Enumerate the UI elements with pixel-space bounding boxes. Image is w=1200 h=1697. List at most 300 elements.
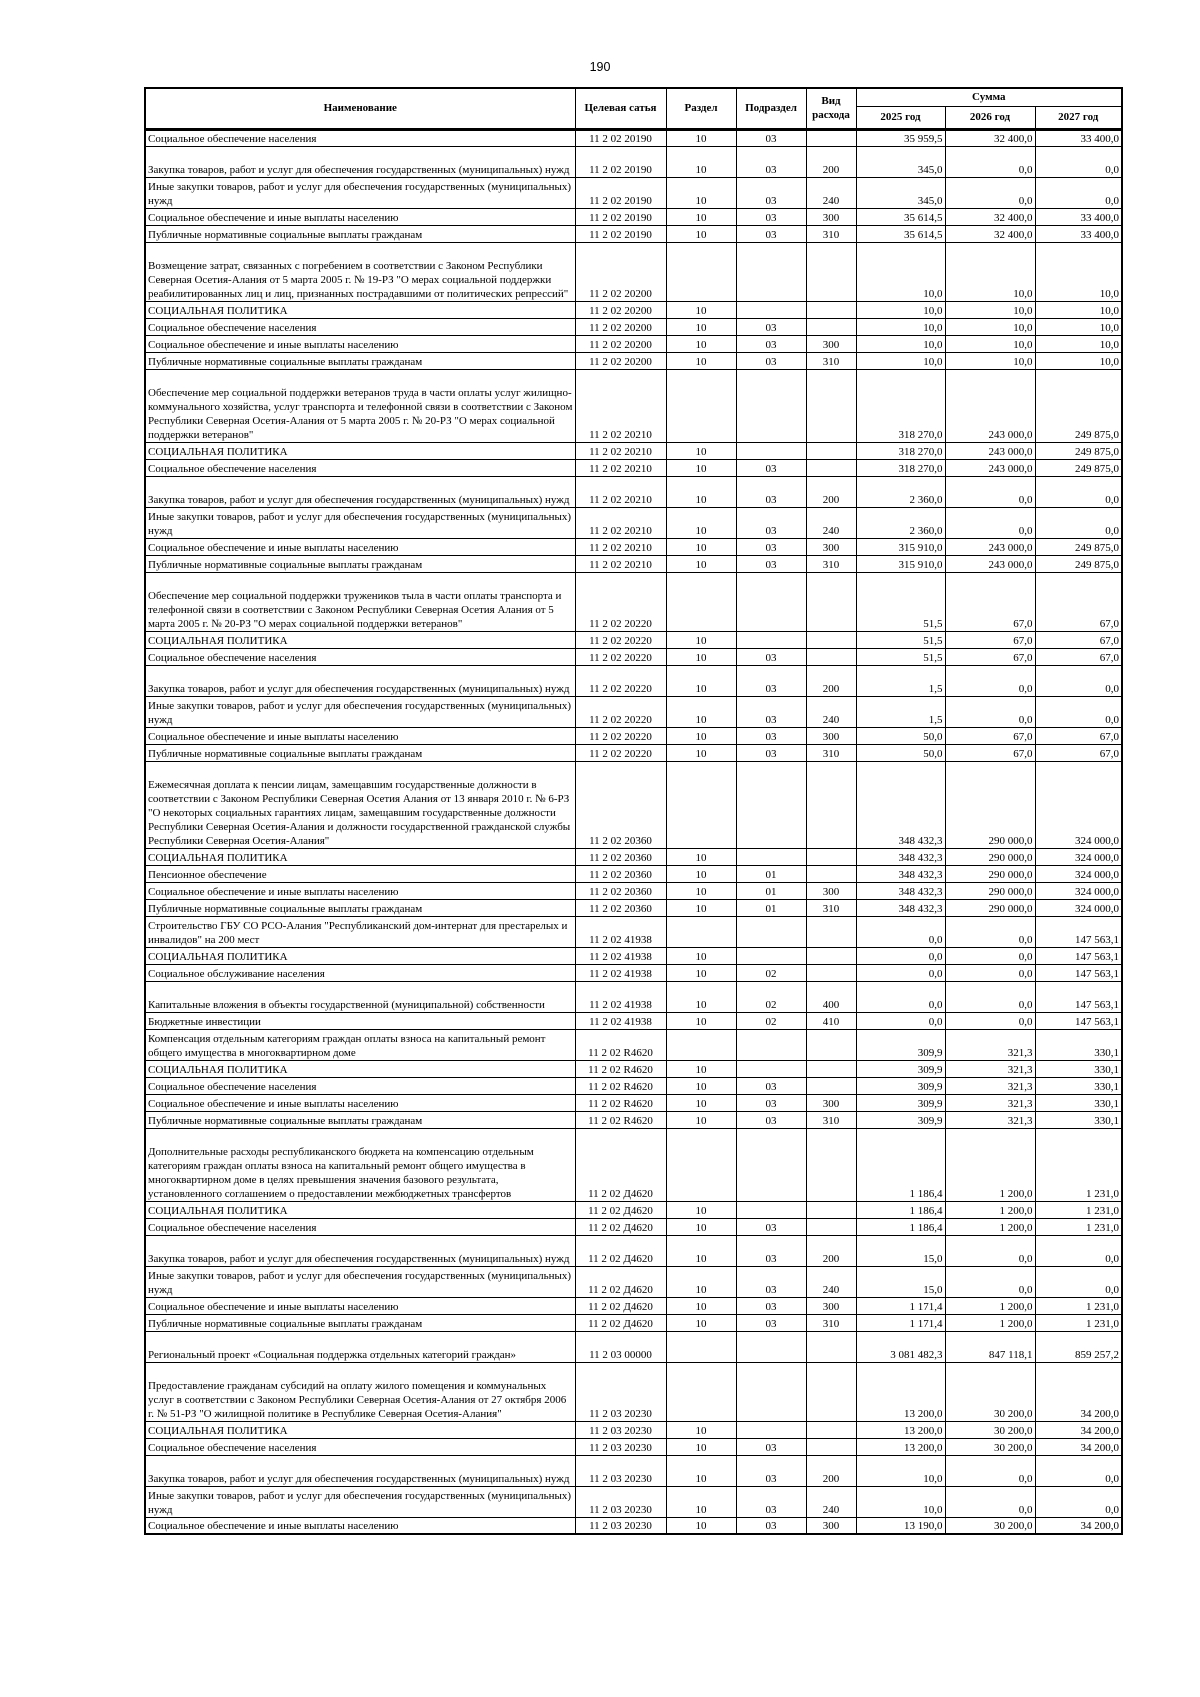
- cell-target-code: 11 2 03 20230: [575, 1486, 666, 1517]
- cell-name: [145, 648, 575, 665]
- cell-subsection: 03: [736, 696, 806, 727]
- cell-amount-2026: 67,0: [945, 744, 1035, 761]
- cell-target-code: 11 2 02 Д4620: [575, 1297, 666, 1314]
- cell-target-code: 11 2 02 20220: [575, 744, 666, 761]
- cell-expense-type: [806, 848, 856, 865]
- cell-amount-2026: 321,3: [945, 1094, 1035, 1111]
- cell-subsection: 03: [736, 352, 806, 369]
- row-title: Публичные нормативные социальные выплаты гражданам: [148, 558, 423, 571]
- cell-name: [145, 1331, 575, 1362]
- cell-subsection: 03: [736, 507, 806, 538]
- cell-amount-2027: 0,0: [1035, 1486, 1122, 1517]
- table-row: [145, 442, 1122, 459]
- cell-section: 10: [666, 208, 736, 225]
- row-title: Ежемесячная доплата к пенсии лицам, замещавшим государственные должности в соответствии с Законом Республики Северная Осетия Алания от 13 января 2010 г. № 6-РЗ "О некоторых социальных гарантиях лицам, замещавшим государственные должности Республики Северная Осетия-Алания и должности государственной гражданской службы Республики Северная Осетия-Алания": [148, 778, 571, 847]
- cell-section: 10: [666, 665, 736, 696]
- table-row: [145, 476, 1122, 507]
- cell-amount-2026: 0,0: [945, 1012, 1035, 1029]
- cell-subsection: 03: [736, 476, 806, 507]
- row-title: СОЦИАЛЬНАЯ ПОЛИТИКА: [148, 304, 288, 317]
- table-row: [145, 631, 1122, 648]
- cell-name: [145, 1111, 575, 1128]
- cell-target-code: 11 2 02 Д4620: [575, 1201, 666, 1218]
- cell-expense-type: [806, 1218, 856, 1235]
- table-row: [145, 1094, 1122, 1111]
- cell-section: 10: [666, 1218, 736, 1235]
- cell-amount-2025: 1 171,4: [856, 1314, 945, 1331]
- header-subsection: Подраздел: [736, 88, 806, 129]
- row-title: Капитальные вложения в объекты государственной (муниципальной) собственности: [148, 998, 545, 1011]
- table-row: [145, 761, 1122, 848]
- cell-subsection: 03: [736, 665, 806, 696]
- cell-amount-2026: 243 000,0: [945, 538, 1035, 555]
- cell-expense-type: [806, 1438, 856, 1455]
- row-title: Иные закупки товаров, работ и услуг для обеспечения государственных (муниципальных) нужд: [148, 180, 572, 207]
- cell-amount-2025: 1 171,4: [856, 1297, 945, 1314]
- cell-amount-2027: 33 400,0: [1035, 208, 1122, 225]
- cell-name: [145, 631, 575, 648]
- cell-expense-type: 300: [806, 1297, 856, 1314]
- cell-amount-2026: 32 400,0: [945, 208, 1035, 225]
- cell-name: [145, 899, 575, 916]
- cell-subsection: 01: [736, 865, 806, 882]
- table-row: [145, 1438, 1122, 1455]
- cell-target-code: 11 2 02 Д4620: [575, 1266, 666, 1297]
- cell-name: [145, 947, 575, 964]
- table-row: [145, 1012, 1122, 1029]
- cell-name: [145, 555, 575, 572]
- cell-section: 10: [666, 146, 736, 177]
- header-target: Целевая сатья: [575, 88, 666, 129]
- cell-subsection: 03: [736, 225, 806, 242]
- cell-amount-2025: 348 432,3: [856, 848, 945, 865]
- cell-subsection: 03: [736, 146, 806, 177]
- cell-expense-type: [806, 631, 856, 648]
- cell-amount-2026: 0,0: [945, 665, 1035, 696]
- cell-amount-2026: 290 000,0: [945, 761, 1035, 848]
- cell-amount-2026: 0,0: [945, 177, 1035, 208]
- cell-target-code: 11 2 02 20200: [575, 335, 666, 352]
- cell-target-code: 11 2 02 20360: [575, 761, 666, 848]
- cell-section: 10: [666, 1060, 736, 1077]
- table-row: [145, 146, 1122, 177]
- cell-amount-2027: 67,0: [1035, 744, 1122, 761]
- cell-amount-2025: 309,9: [856, 1111, 945, 1128]
- cell-section: 10: [666, 848, 736, 865]
- cell-name: [145, 1297, 575, 1314]
- cell-amount-2025: 51,5: [856, 631, 945, 648]
- cell-expense-type: [806, 1060, 856, 1077]
- cell-amount-2025: 0,0: [856, 1012, 945, 1029]
- row-title: Обеспечение мер социальной поддержки ветеранов труда в части оплаты услуг жилищно-коммунального хозяйства, услуг транспорта и телефонной связи в соответствии с Законом Республики Северная Осетия-Алания от 5 марта 2005 г. № 20-РЗ "О мерах социальной поддержки ветеранов": [148, 386, 573, 441]
- cell-amount-2025: 3 081 482,3: [856, 1331, 945, 1362]
- cell-subsection: 03: [736, 335, 806, 352]
- cell-amount-2025: 13 190,0: [856, 1517, 945, 1534]
- cell-name: [145, 1060, 575, 1077]
- cell-amount-2026: 321,3: [945, 1029, 1035, 1060]
- cell-subsection: 03: [736, 648, 806, 665]
- cell-expense-type: 310: [806, 899, 856, 916]
- cell-amount-2025: 0,0: [856, 916, 945, 947]
- cell-amount-2025: 348 432,3: [856, 865, 945, 882]
- cell-section: [666, 1029, 736, 1060]
- cell-amount-2027: 0,0: [1035, 696, 1122, 727]
- cell-subsection: 03: [736, 129, 806, 146]
- cell-expense-type: 310: [806, 1314, 856, 1331]
- cell-subsection: 03: [736, 1314, 806, 1331]
- cell-expense-type: [806, 242, 856, 301]
- cell-subsection: 03: [736, 1235, 806, 1266]
- row-title: Строительство ГБУ СО РСО-Алания "Республиканский дом-интернат для престарелых и инвалидов" на 200 мест: [148, 919, 568, 946]
- cell-amount-2027: 249 875,0: [1035, 369, 1122, 442]
- cell-amount-2027: 33 400,0: [1035, 129, 1122, 146]
- cell-amount-2026: 290 000,0: [945, 882, 1035, 899]
- cell-target-code: 11 2 02 20220: [575, 572, 666, 631]
- cell-target-code: 11 2 02 20200: [575, 318, 666, 335]
- cell-target-code: 11 2 02 Д4620: [575, 1235, 666, 1266]
- cell-amount-2027: 0,0: [1035, 177, 1122, 208]
- cell-name: [145, 964, 575, 981]
- cell-amount-2025: 309,9: [856, 1029, 945, 1060]
- cell-amount-2025: 15,0: [856, 1266, 945, 1297]
- cell-expense-type: 200: [806, 1235, 856, 1266]
- cell-amount-2025: 318 270,0: [856, 369, 945, 442]
- cell-section: 10: [666, 1314, 736, 1331]
- cell-name: [145, 665, 575, 696]
- cell-name: [145, 1438, 575, 1455]
- cell-expense-type: [806, 442, 856, 459]
- row-title: Социальное обеспечение и иные выплаты населению: [148, 1300, 399, 1313]
- cell-name: [145, 1266, 575, 1297]
- table-row: [145, 744, 1122, 761]
- row-title: СОЦИАЛЬНАЯ ПОЛИТИКА: [148, 1063, 288, 1076]
- cell-amount-2027: 859 257,2: [1035, 1331, 1122, 1362]
- cell-target-code: 11 2 02 R4620: [575, 1060, 666, 1077]
- cell-amount-2026: 321,3: [945, 1111, 1035, 1128]
- cell-amount-2026: 1 200,0: [945, 1314, 1035, 1331]
- cell-amount-2026: 0,0: [945, 146, 1035, 177]
- cell-expense-type: 310: [806, 225, 856, 242]
- cell-expense-type: [806, 572, 856, 631]
- cell-expense-type: 240: [806, 1266, 856, 1297]
- cell-amount-2026: 32 400,0: [945, 225, 1035, 242]
- cell-target-code: 11 2 02 20210: [575, 442, 666, 459]
- cell-amount-2027: 34 200,0: [1035, 1517, 1122, 1534]
- cell-target-code: 11 2 03 20230: [575, 1455, 666, 1486]
- table-row: [145, 538, 1122, 555]
- header-2026: 2026 год: [945, 106, 1035, 129]
- cell-name: [145, 727, 575, 744]
- cell-subsection: [736, 442, 806, 459]
- table-header: [145, 88, 1122, 129]
- cell-section: 10: [666, 947, 736, 964]
- cell-name: [145, 1314, 575, 1331]
- cell-amount-2026: 243 000,0: [945, 369, 1035, 442]
- row-title: Иные закупки товаров, работ и услуг для обеспечения государственных (муниципальных) нужд: [148, 510, 572, 537]
- row-title: Социальное обеспечение населения: [148, 1441, 317, 1454]
- cell-name: [145, 1029, 575, 1060]
- row-title: Социальное обеспечение и иные выплаты населению: [148, 1097, 399, 1110]
- cell-expense-type: 240: [806, 177, 856, 208]
- cell-expense-type: 240: [806, 507, 856, 538]
- cell-name: [145, 1012, 575, 1029]
- cell-amount-2027: 1 231,0: [1035, 1297, 1122, 1314]
- cell-amount-2025: 10,0: [856, 301, 945, 318]
- row-title: Социальное обеспечение и иные выплаты населению: [148, 541, 399, 554]
- cell-target-code: 11 2 02 20220: [575, 665, 666, 696]
- cell-expense-type: 200: [806, 146, 856, 177]
- page-number: 190: [589, 60, 611, 74]
- cell-target-code: 11 2 02 20360: [575, 899, 666, 916]
- cell-name: [145, 369, 575, 442]
- cell-amount-2025: 315 910,0: [856, 538, 945, 555]
- row-title: Публичные нормативные социальные выплаты гражданам: [148, 1114, 423, 1127]
- cell-amount-2026: 0,0: [945, 947, 1035, 964]
- row-title: Дополнительные расходы республиканского бюджета на компенсацию отдельным категориям граждан оплаты взноса на капитальный ремонт общего имущества в многоквартирном доме в целях превышения значения базового результата, установленного соглашением о предоставлении межбюджетных трансфертов: [148, 1145, 534, 1200]
- cell-amount-2026: 30 200,0: [945, 1362, 1035, 1421]
- table-row: [145, 1060, 1122, 1077]
- cell-section: 10: [666, 899, 736, 916]
- cell-expense-type: [806, 1029, 856, 1060]
- cell-amount-2025: 348 432,3: [856, 761, 945, 848]
- cell-section: 10: [666, 865, 736, 882]
- cell-target-code: 11 2 02 20220: [575, 631, 666, 648]
- row-title: Возмещение затрат, связанных с погребением в соответствии с Законом Республики Северная Осетия-Алания от 5 марта 2005 г. № 19-РЗ "О мерах социальной поддержки реабилитированных лиц и лиц, признанных пострадавшими от политических репрессий": [148, 259, 569, 300]
- cell-subsection: [736, 1201, 806, 1218]
- cell-subsection: 03: [736, 1486, 806, 1517]
- cell-target-code: 11 2 02 20190: [575, 208, 666, 225]
- cell-expense-type: [806, 1362, 856, 1421]
- cell-amount-2025: 51,5: [856, 648, 945, 665]
- cell-amount-2026: 10,0: [945, 318, 1035, 335]
- cell-expense-type: [806, 761, 856, 848]
- table-row: [145, 1029, 1122, 1060]
- cell-subsection: 03: [736, 1218, 806, 1235]
- row-title: Закупка товаров, работ и услуг для обеспечения государственных (муниципальных) нужд: [148, 1252, 570, 1265]
- header-sum: Сумма: [856, 88, 1122, 106]
- cell-section: [666, 1331, 736, 1362]
- cell-expense-type: 200: [806, 476, 856, 507]
- cell-section: 10: [666, 301, 736, 318]
- cell-amount-2027: 0,0: [1035, 1235, 1122, 1266]
- table-row: [145, 1128, 1122, 1201]
- cell-section: 10: [666, 882, 736, 899]
- table-row: [145, 225, 1122, 242]
- cell-amount-2025: 1 186,4: [856, 1128, 945, 1201]
- cell-section: 10: [666, 335, 736, 352]
- row-title: Региональный проект «Социальная поддержка отдельных категорий граждан»: [148, 1348, 517, 1361]
- cell-subsection: 02: [736, 981, 806, 1012]
- table-row: [145, 1266, 1122, 1297]
- cell-amount-2025: 309,9: [856, 1077, 945, 1094]
- cell-subsection: [736, 1128, 806, 1201]
- cell-name: [145, 848, 575, 865]
- table-row: [145, 1077, 1122, 1094]
- cell-target-code: 11 2 02 20190: [575, 225, 666, 242]
- table-row: [145, 1455, 1122, 1486]
- cell-amount-2026: 30 200,0: [945, 1421, 1035, 1438]
- cell-amount-2025: 1,5: [856, 665, 945, 696]
- cell-amount-2027: 34 200,0: [1035, 1421, 1122, 1438]
- cell-amount-2025: 1 186,4: [856, 1218, 945, 1235]
- cell-amount-2027: 324 000,0: [1035, 882, 1122, 899]
- cell-amount-2026: 0,0: [945, 507, 1035, 538]
- cell-subsection: 01: [736, 882, 806, 899]
- table-row: [145, 1218, 1122, 1235]
- table-row: [145, 1517, 1122, 1534]
- header-2025: 2025 год: [856, 106, 945, 129]
- row-title: Предоставление гражданам субсидий на оплату жилого помещения и коммунальных услуг в соответствии с Законом Республики Северная Осетия-Алания от 27 октября 2006 г. № 51-РЗ "О жилищной политике в Республике Северная Осетия-Алания": [148, 1379, 567, 1420]
- cell-amount-2027: 330,1: [1035, 1094, 1122, 1111]
- cell-amount-2027: 1 231,0: [1035, 1128, 1122, 1201]
- cell-amount-2026: 290 000,0: [945, 865, 1035, 882]
- header-name: Наименование: [145, 88, 575, 129]
- cell-subsection: [736, 848, 806, 865]
- cell-section: 10: [666, 1235, 736, 1266]
- cell-subsection: 03: [736, 459, 806, 476]
- cell-subsection: 03: [736, 727, 806, 744]
- row-title: Закупка товаров, работ и услуг для обеспечения государственных (муниципальных) нужд: [148, 682, 570, 695]
- cell-name: [145, 1421, 575, 1438]
- cell-section: [666, 369, 736, 442]
- cell-target-code: 11 2 02 41938: [575, 947, 666, 964]
- cell-amount-2025: 309,9: [856, 1094, 945, 1111]
- cell-amount-2026: 1 200,0: [945, 1201, 1035, 1218]
- cell-amount-2026: 1 200,0: [945, 1218, 1035, 1235]
- cell-amount-2025: 0,0: [856, 981, 945, 1012]
- cell-amount-2026: 243 000,0: [945, 459, 1035, 476]
- row-title: Закупка товаров, работ и услуг для обеспечения государственных (муниципальных) нужд: [148, 163, 570, 176]
- cell-name: [145, 318, 575, 335]
- cell-name: [145, 1218, 575, 1235]
- cell-target-code: 11 2 03 00000: [575, 1331, 666, 1362]
- row-title: Иные закупки товаров, работ и услуг для обеспечения государственных (муниципальных) нужд: [148, 699, 572, 726]
- cell-amount-2026: 0,0: [945, 964, 1035, 981]
- cell-target-code: 11 2 02 20210: [575, 476, 666, 507]
- row-title: СОЦИАЛЬНАЯ ПОЛИТИКА: [148, 445, 288, 458]
- cell-subsection: [736, 1362, 806, 1421]
- cell-amount-2027: 67,0: [1035, 631, 1122, 648]
- cell-amount-2026: 10,0: [945, 301, 1035, 318]
- cell-amount-2027: 0,0: [1035, 507, 1122, 538]
- cell-amount-2026: 10,0: [945, 242, 1035, 301]
- cell-amount-2025: 2 360,0: [856, 507, 945, 538]
- cell-subsection: 03: [736, 538, 806, 555]
- cell-amount-2025: 15,0: [856, 1235, 945, 1266]
- cell-amount-2026: 67,0: [945, 572, 1035, 631]
- cell-subsection: [736, 242, 806, 301]
- cell-section: 10: [666, 1297, 736, 1314]
- table-row: [145, 1362, 1122, 1421]
- cell-amount-2026: 10,0: [945, 335, 1035, 352]
- cell-name: [145, 335, 575, 352]
- cell-subsection: 03: [736, 177, 806, 208]
- cell-section: [666, 1128, 736, 1201]
- row-title: Социальное обеспечение и иные выплаты населению: [148, 885, 399, 898]
- cell-amount-2027: 0,0: [1035, 1455, 1122, 1486]
- cell-subsection: 03: [736, 1438, 806, 1455]
- cell-amount-2025: 50,0: [856, 727, 945, 744]
- cell-section: 10: [666, 1517, 736, 1534]
- cell-name: [145, 301, 575, 318]
- table-row: [145, 1111, 1122, 1128]
- cell-amount-2025: 348 432,3: [856, 899, 945, 916]
- cell-amount-2027: 249 875,0: [1035, 538, 1122, 555]
- row-title: Социальное обслуживание населения: [148, 967, 325, 980]
- table-row: [145, 352, 1122, 369]
- cell-expense-type: 240: [806, 696, 856, 727]
- cell-target-code: 11 2 02 20200: [575, 301, 666, 318]
- table-body: [145, 129, 1122, 1534]
- row-title: Публичные нормативные социальные выплаты гражданам: [148, 747, 423, 760]
- cell-amount-2027: 330,1: [1035, 1077, 1122, 1094]
- cell-amount-2027: 249 875,0: [1035, 555, 1122, 572]
- cell-target-code: 11 2 02 20200: [575, 352, 666, 369]
- table-row: [145, 848, 1122, 865]
- cell-section: [666, 916, 736, 947]
- cell-amount-2027: 1 231,0: [1035, 1201, 1122, 1218]
- cell-name: [145, 146, 575, 177]
- cell-amount-2026: 243 000,0: [945, 442, 1035, 459]
- cell-subsection: 03: [736, 744, 806, 761]
- cell-amount-2027: 324 000,0: [1035, 848, 1122, 865]
- header-2027: 2027 год: [1035, 106, 1122, 129]
- cell-amount-2026: 10,0: [945, 352, 1035, 369]
- cell-amount-2027: 0,0: [1035, 476, 1122, 507]
- cell-subsection: [736, 1060, 806, 1077]
- cell-expense-type: 310: [806, 555, 856, 572]
- cell-amount-2027: 10,0: [1035, 301, 1122, 318]
- row-title: Социальное обеспечение населения: [148, 321, 317, 334]
- cell-amount-2027: 330,1: [1035, 1029, 1122, 1060]
- cell-amount-2026: 30 200,0: [945, 1438, 1035, 1455]
- cell-name: [145, 1094, 575, 1111]
- cell-expense-type: [806, 1331, 856, 1362]
- cell-amount-2026: 0,0: [945, 916, 1035, 947]
- cell-amount-2026: 0,0: [945, 1266, 1035, 1297]
- cell-section: 10: [666, 1111, 736, 1128]
- cell-subsection: 03: [736, 1111, 806, 1128]
- cell-section: 10: [666, 1486, 736, 1517]
- cell-amount-2026: 290 000,0: [945, 848, 1035, 865]
- row-title: Публичные нормативные социальные выплаты гражданам: [148, 355, 423, 368]
- cell-subsection: [736, 761, 806, 848]
- cell-target-code: 11 2 02 20220: [575, 727, 666, 744]
- cell-amount-2026: 321,3: [945, 1060, 1035, 1077]
- cell-name: [145, 225, 575, 242]
- cell-amount-2026: 67,0: [945, 648, 1035, 665]
- cell-amount-2025: 50,0: [856, 744, 945, 761]
- cell-name: [145, 696, 575, 727]
- cell-subsection: 02: [736, 1012, 806, 1029]
- row-title: СОЦИАЛЬНАЯ ПОЛИТИКА: [148, 950, 288, 963]
- row-title: СОЦИАЛЬНАЯ ПОЛИТИКА: [148, 1204, 288, 1217]
- cell-amount-2027: 34 200,0: [1035, 1362, 1122, 1421]
- cell-name: [145, 981, 575, 1012]
- cell-amount-2027: 67,0: [1035, 727, 1122, 744]
- cell-expense-type: [806, 318, 856, 335]
- row-title: СОЦИАЛЬНАЯ ПОЛИТИКА: [148, 634, 288, 647]
- row-title: Закупка товаров, работ и услуг для обеспечения государственных (муниципальных) нужд: [148, 1472, 570, 1485]
- cell-name: [145, 1235, 575, 1266]
- cell-expense-type: [806, 369, 856, 442]
- table-row: [145, 1314, 1122, 1331]
- cell-subsection: [736, 1331, 806, 1362]
- cell-subsection: 03: [736, 1297, 806, 1314]
- cell-expense-type: 300: [806, 1517, 856, 1534]
- cell-section: 10: [666, 177, 736, 208]
- table-row: [145, 1486, 1122, 1517]
